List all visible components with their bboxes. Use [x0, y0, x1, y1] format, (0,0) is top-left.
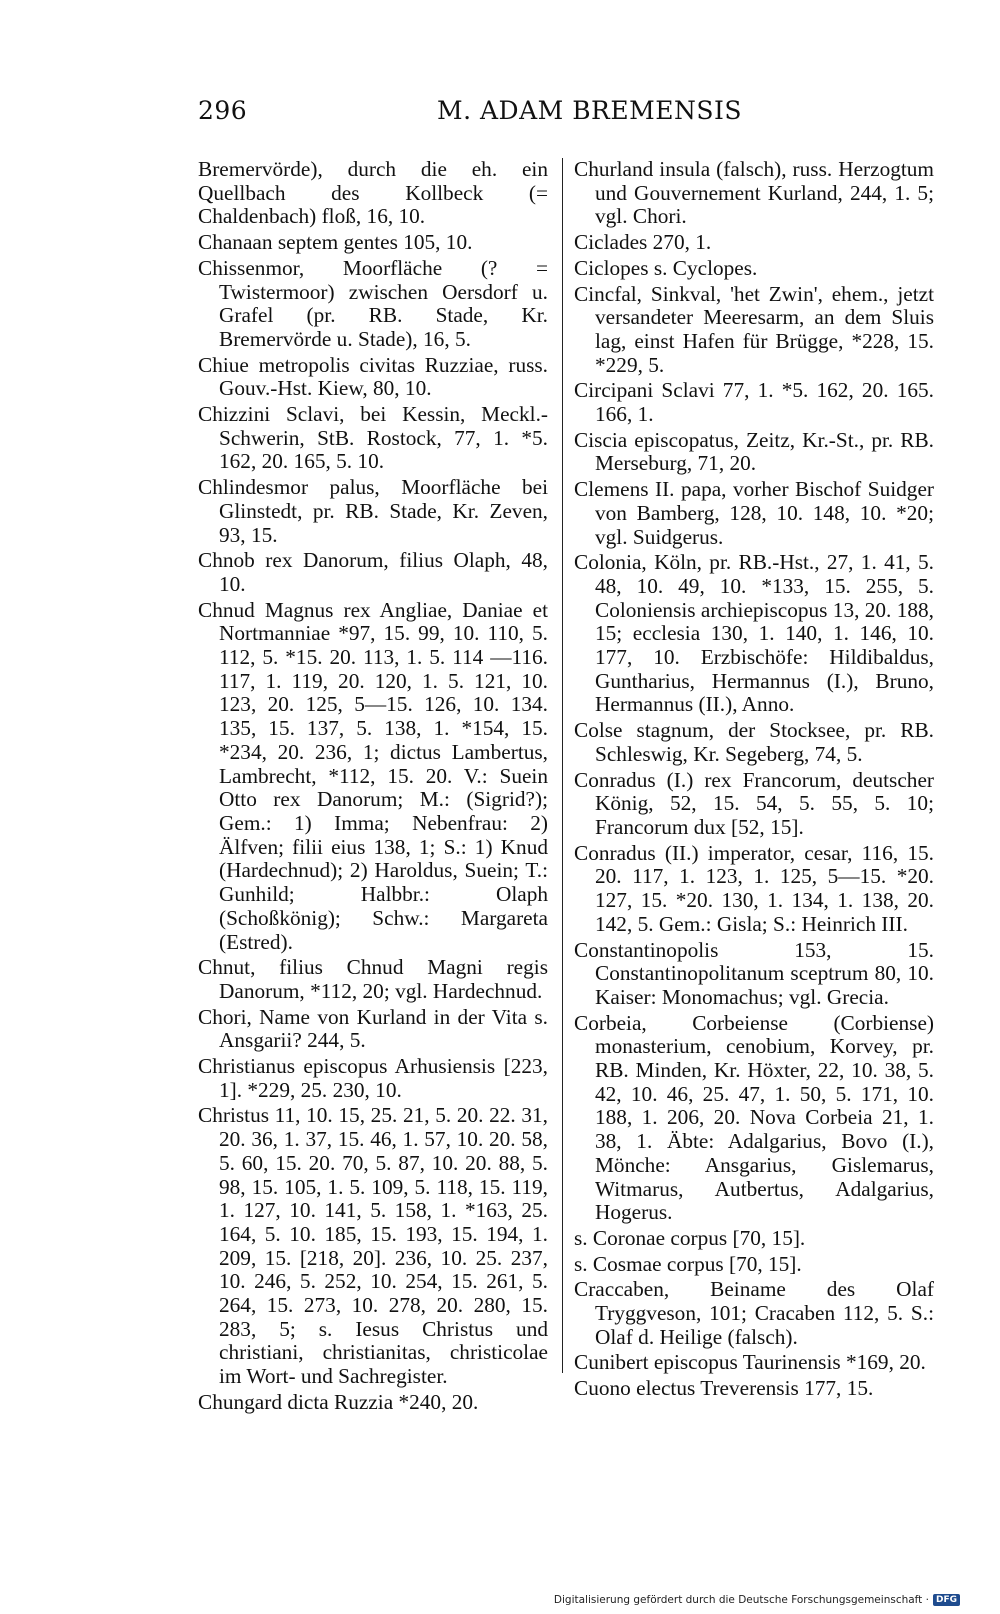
index-entry: Colse stagnum, der Stocksee, pr. RB. Schleswig, Kr. Segeberg, 74, 5. [574, 718, 934, 766]
index-entry: Ciclopes s. Cyclopes. [574, 255, 758, 280]
index-column-left [198, 158, 548, 1417]
credit-text: Digitalisierung gefördert durch die Deutsche Forschungsgemeinschaft · [553, 1594, 929, 1606]
index-entry: Cuono electus Treverensis 177, 15. [574, 1376, 874, 1401]
index-entry: Chnob rex Danorum, filius Olaph, 48, 10. [198, 548, 548, 596]
index-entry: Clemens II. papa, vorher Bischof Suidger von Bamberg, 128, 10. 148, 10. *20; vgl. Suidgerus. [574, 477, 934, 549]
index-entry: s. Coronae corpus [70, 15]. [574, 1225, 806, 1250]
index-entry: Chori, Name von Kurland in der Vita s. Ansgarii? 244, 5. [198, 1004, 548, 1053]
index-entry: Craccaben, Beiname des Olaf Tryggveson, 101; Cracaben 112, 5. S.: Olaf d. Heilige (falsch). [574, 1277, 934, 1349]
index-entry: Conradus (II.) imperator, cesar, 116, 15. 20. 117, 1. 123, 1. 125, 5—15. *20. 127, 15. *20. 130, 1. 134, 1. 138, 20. 142, 5. Gem.: Gisla; S.: Heinrich III. [574, 840, 934, 936]
index-entry: Chizzini Sclavi, bei Kessin, Meckl.-Schwerin, StB. Rostock, 77, 1. *5. 162, 20. 165, 5. 10. [198, 402, 548, 474]
column-divider [562, 158, 563, 1373]
index-entry: Cincfal, Sinkval, 'het Zwin', ehem., jetzt versandeter Meeresarm, an dem Sluis lag, einst Hafen für Brügge, *228, 15. *229, 5. [574, 281, 934, 377]
index-entry: s. Cosmae corpus [70, 15]. [574, 1251, 802, 1276]
index-entry: Chungard dicta Ruzzia *240, 20. [198, 1389, 479, 1414]
index-column-right [574, 158, 934, 1403]
index-entry: Chissenmor, Moorfläche (? = Twistermoor) zwischen Oersdorf u. Grafel (pr. RB. Stade, Kr. Bremervörde u. Stade), 16, 5. [198, 255, 548, 351]
index-entry: Colonia, Köln, pr. RB.-Hst., 27, 1. 41, 5. 48, 10. 49, 10. *133, 15. 255, 5. Coloniensis archiepiscopus 13, 20. 188, 15; ecclesia 130, 1. 140, 1. 146, 10. 177, 10. Erzbischöfe: Hildibaldus, Guntharius, Hermannus (I.), Bruno, Hermannus (II.), Anno. [574, 550, 934, 717]
index-entry: Chanaan septem gentes 105, 10. [198, 230, 473, 255]
index-entry: Chlindesmor palus, Moorfläche bei Glinstedt, pr. RB. Stade, Kr. Zeven, 93, 15. [198, 475, 548, 547]
index-entry: Circipani Sclavi 77, 1. *5. 162, 20. 165. 166, 1. [574, 378, 934, 427]
index-entry: Cunibert episcopus Taurinensis *169, 20. [574, 1350, 926, 1375]
page-number: 296 [198, 96, 248, 125]
page-header [0, 96, 1000, 136]
running-title: M. ADAM BREMENSIS [437, 96, 742, 125]
index-entry: Christianus episcopus Arhusiensis [223, 1]. *229, 25. 230, 10. [198, 1054, 548, 1102]
dfg-logo: DFG [933, 1594, 960, 1606]
index-entry: Conradus (I.) rex Francorum, deutscher König, 52, 15. 54, 5. 55, 5. 10; Francorum dux [52, 15]. [574, 767, 934, 839]
index-entry: Christus 11, 10. 15, 25. 21, 5. 20. 22. 31, 20. 36, 1. 37, 15. 46, 1. 57, 10. 20. 58, 5. 60, 15. 20. 70, 5. 87, 10. 20. 88, 5. 98, 15. 105, 1. 5. 109, 5. 118, 15. 119, 1. 127, 10. 141, 5. 158, 1. *163, 25. 164, 5. 10. 185, 15. 193, 15. 194, 1. 209, 15. [218, 20]. 236, 10. 25. 237, 10. 246, 5. 252, 10. 254, 15. 261, 5. 264, 15. 273, 10. 278, 20. 280, 15. 283, 5; s. Iesus Christus und christiani, christianitas, christicolae im Wort- und Sachregister. [198, 1103, 548, 1389]
index-entry: Ciscia episcopatus, Zeitz, Kr.-St., pr. RB. Merseburg, 71, 20. [574, 427, 934, 476]
index-entry: Ciclades 270, 1. [574, 230, 712, 255]
index-entry: Chiue metropolis civitas Ruzziae, russ. Gouv.-Hst. Kiew, 80, 10. [198, 352, 548, 401]
index-entry: Bremervörde), durch die eh. ein Quellbach des Kollbeck (= Chaldenbach) floß, 16, 10. [198, 157, 548, 229]
index-entry: Chnud Magnus rex Angliae, Daniae et Nortmanniae *97, 15. 99, 10. 110, 5. 112, 5. *15. 20. 113, 1. 5. 114 —116. 117, 1. 119, 20. 120, 1. 5. 121, 10. 123, 20. 125, 5—15. 126, 10. 134. 135, 15. 137, 5. 138, 1. *154, 15. *234, 20. 236, 1; dictus Lambertus, Lambrecht, *112, 15. 20. V.: Suein Otto rex Danorum; M.: (Sigrid?); Gem.: 1) Imma; Nebenfrau: 2) Älfven; filii eius 138, 1; S.: 1) Knud (Hardechnud); 2) Haroldus, Suein; T.: Gunhild; Halbbr.: Olaph (Schoßkönig); Schw.: Margareta (Estred). [198, 597, 548, 954]
digitization-credit [554, 1594, 960, 1606]
index-entry: Chnut, filius Chnud Magni regis Danorum, *112, 20; vgl. Hardechnud. [198, 955, 548, 1003]
index-entry: Corbeia, Corbeiense (Corbiense) monasterium, cenobium, Korvey, pr. RB. Minden, Kr. Höxter, 22, 10. 38, 5. 42, 10. 46, 25. 47, 1. 50, 5. 171, 10. 188, 1. 206, 20. Nova Corbeia 21, 1. 38, 1. Äbte: Adalgarius, Bovo (I.), Mönche: Ansgarius, Gislemarus, Witmarus, Autbertus, Adalgarius, Hogerus. [574, 1010, 934, 1225]
index-entry: Churland insula (falsch), russ. Herzogtum und Gouvernement Kurland, 244, 1. 5; vgl. Chori. [574, 157, 934, 229]
index-entry: Constantinopolis 153, 15. Constantinopolitanum sceptrum 80, 10. Kaiser: Monomachus; vgl. Grecia. [574, 937, 934, 1009]
